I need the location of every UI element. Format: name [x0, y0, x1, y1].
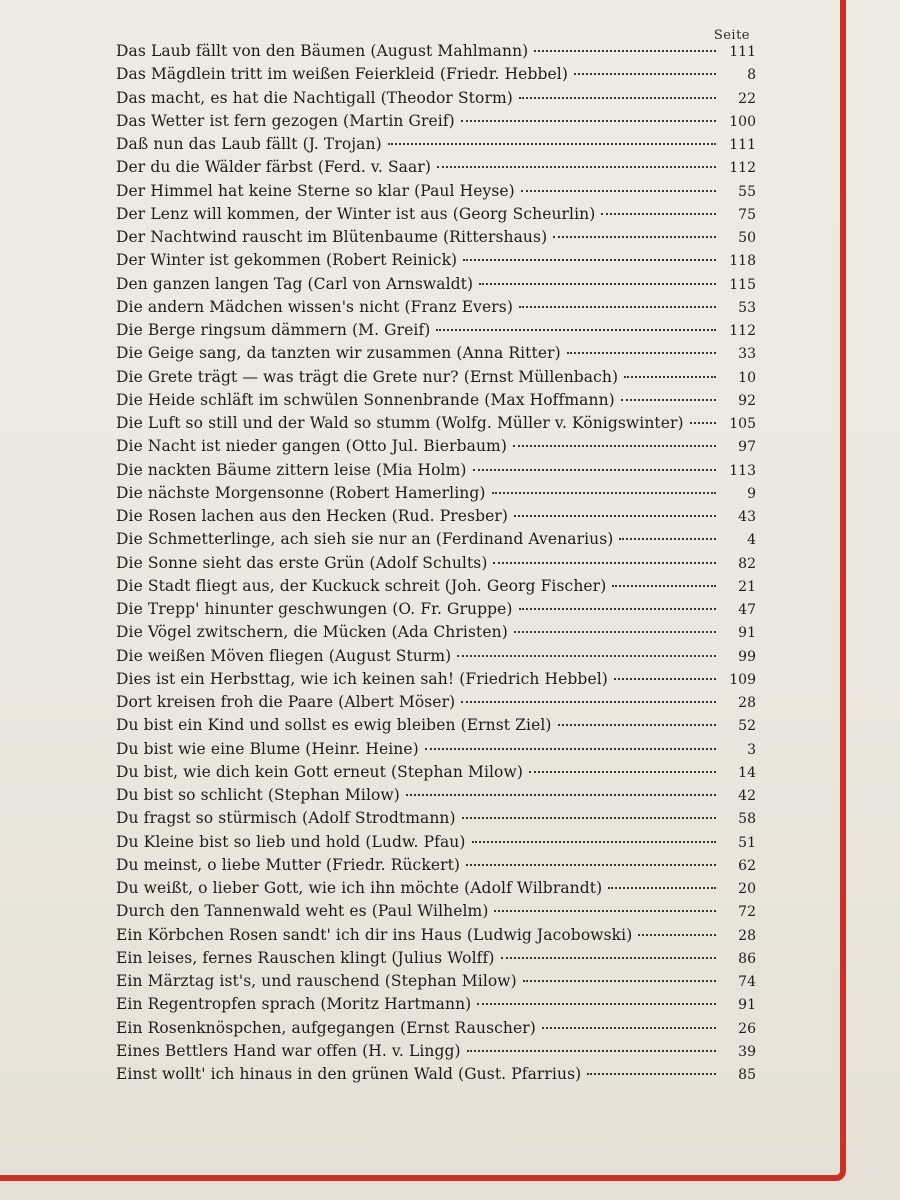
toc-entry	[116, 1063, 756, 1086]
toc-entry-title: Dort kreisen froh die Paare (Albert Möser)	[116, 693, 456, 711]
toc-entry	[116, 691, 756, 714]
dot-leader	[473, 469, 716, 471]
dot-leader	[492, 492, 716, 494]
dot-leader	[514, 515, 716, 517]
toc-entry-page-number: 105	[729, 416, 756, 432]
toc-entry	[116, 993, 756, 1016]
toc-entry-title: Du bist ein Kind und sollst es ewig bleiben (Ernst Ziel)	[116, 716, 552, 735]
toc-entry-page-number: 74	[738, 974, 756, 990]
toc-entry-title: Die Stadt fliegt aus, der Kuckuck schreit (Joh. Georg Fischer)	[116, 576, 607, 595]
toc-entry-title: Durch den Tannenwald weht es (Paul Wilhelm)	[116, 902, 489, 921]
toc-entry-title: Der Nachtwind rauscht im Blütenbaume (Rittershaus)	[116, 228, 548, 246]
toc-entry-page-number: 75	[738, 206, 756, 223]
toc-entry-page-number: 28	[738, 927, 756, 944]
toc-entry	[116, 668, 756, 691]
toc-entry-title: Der du die Wälder färbst (Ferd. v. Saar)	[116, 158, 432, 177]
toc-entry-title: Die nackten Bäume zittern leise (Mia Holm)	[116, 460, 467, 479]
toc-entry-page-number: 20	[738, 881, 756, 897]
table-of-contents	[116, 40, 756, 1086]
toc-entry-page-number: 21	[738, 578, 756, 595]
toc-entry-page-number: 118	[729, 253, 756, 270]
dot-leader	[388, 143, 716, 145]
toc-entry	[116, 552, 756, 575]
toc-entry-title: Das Laub fällt von den Bäumen (August Mahlmann)	[116, 42, 529, 60]
toc-entry-title: Der Lenz will kommen, der Winter ist aus (Georg Scheurlin)	[116, 204, 596, 223]
toc-entry-page-number: 92	[738, 392, 756, 409]
toc-entry-title: Du weißt, o lieber Gott, wie ich ihn möchte (Adolf Wilbrandt)	[116, 879, 603, 897]
dot-leader	[519, 97, 716, 99]
toc-entry	[116, 761, 756, 784]
dot-leader	[494, 910, 716, 912]
toc-entry	[116, 226, 756, 249]
toc-entry-title: Du Kleine bist so lieb und hold (Ludw. Pfau)	[116, 832, 466, 851]
toc-entry-page-number: 8	[747, 67, 756, 84]
toc-entry-title: Dies ist ein Herbsttag, wie ich keinen sah! (Friedrich Hebbel)	[116, 669, 608, 688]
toc-entry-page-number: 86	[738, 950, 756, 967]
toc-entry-title: Das macht, es hat die Nachtigall (Theodor Storm)	[116, 88, 513, 107]
toc-entry-title: Ein Märztag ist's, und rauschend (Stephan Milow)	[116, 972, 517, 990]
dot-leader	[519, 306, 716, 308]
toc-entry-title: Den ganzen langen Tag (Carl von Arnswaldt)	[116, 274, 474, 293]
toc-entry	[116, 621, 756, 644]
toc-entry-page-number: 42	[738, 788, 756, 804]
toc-entry-title: Die Nacht ist nieder gangen (Otto Jul. Bierbaum)	[116, 437, 507, 456]
toc-entry-page-number: 58	[738, 811, 756, 828]
dot-leader	[624, 376, 716, 378]
dot-leader	[467, 1050, 716, 1052]
dot-leader	[521, 190, 716, 192]
dot-leader	[466, 864, 716, 866]
toc-entry-title: Die Heide schläft im schwülen Sonnenbrande (Max Hoffmann)	[116, 390, 615, 409]
dot-leader	[463, 259, 716, 261]
toc-entry	[116, 87, 756, 110]
dot-leader	[619, 538, 716, 540]
dot-leader	[608, 887, 716, 889]
toc-entry-title: Die nächste Morgensonne (Robert Hamerling)	[116, 483, 486, 502]
dot-leader	[514, 631, 716, 633]
dot-leader	[690, 422, 716, 424]
toc-entry-title: Du meinst, o liebe Mutter (Friedr. Rückert)	[116, 855, 461, 874]
toc-entry-page-number: 28	[738, 695, 756, 711]
toc-entry	[116, 459, 756, 482]
toc-entry-page-number: 111	[729, 137, 756, 153]
toc-entry-title: Die Schmetterlinge, ach sieh sie nur an (Ferdinand Avenarius)	[116, 530, 614, 549]
toc-entry-title: Ein Körbchen Rosen sandt' ich dir ins Haus (Ludwig Jacobowski)	[116, 925, 633, 944]
toc-entry	[116, 180, 756, 203]
toc-entry-title: Ein Regentropfen sprach (Moritz Hartmann)	[116, 995, 472, 1014]
dot-leader	[601, 213, 716, 215]
toc-entry-title: Eines Bettlers Hand war offen (H. v. Lingg)	[116, 1041, 461, 1060]
toc-entry-title: Die andern Mädchen wissen's nicht (Franz Evers)	[116, 297, 513, 316]
toc-entry-page-number: 82	[738, 555, 756, 572]
toc-entry	[116, 924, 756, 947]
toc-entry	[116, 807, 756, 830]
toc-entry-page-number: 111	[729, 44, 756, 60]
page-column-header: Seite	[713, 28, 750, 43]
dot-leader	[472, 841, 716, 843]
toc-entry-page-number: 62	[738, 857, 756, 874]
toc-entry	[116, 947, 756, 970]
dot-leader	[479, 283, 716, 285]
dot-leader	[542, 1027, 716, 1029]
toc-entry	[116, 714, 756, 737]
toc-entry-page-number: 52	[738, 718, 756, 735]
toc-entry	[116, 273, 756, 296]
toc-entry-title: Ein leises, fernes Rauschen klingt (Julius Wolff)	[116, 948, 495, 967]
toc-entry	[116, 249, 756, 272]
toc-entry	[116, 435, 756, 458]
dot-leader	[638, 934, 716, 936]
dot-leader	[558, 724, 716, 726]
toc-entry-page-number: 53	[738, 299, 756, 316]
toc-entry	[116, 854, 756, 877]
toc-entry	[116, 63, 756, 86]
toc-entry-page-number: 47	[738, 602, 756, 618]
toc-entry-title: Ein Rosenknöspchen, aufgegangen (Ernst Rauscher)	[116, 1018, 536, 1037]
toc-entry-page-number: 115	[729, 276, 756, 293]
dot-leader	[612, 585, 716, 587]
toc-entry-title: Die Vögel zwitschern, die Mücken (Ada Christen)	[116, 623, 508, 642]
toc-entry	[116, 738, 756, 761]
toc-entry-title: Der Himmel hat keine Sterne so klar (Paul Heyse)	[116, 181, 515, 200]
dot-leader	[621, 399, 716, 401]
toc-entry-page-number: 9	[747, 485, 756, 502]
toc-entry	[116, 40, 756, 63]
dot-leader	[501, 957, 717, 959]
toc-entry-title: Die Trepp' hinunter geschwungen (O. Fr. Gruppe)	[116, 600, 513, 618]
toc-entry	[116, 528, 756, 551]
toc-entry	[116, 366, 756, 389]
dot-leader	[457, 655, 716, 657]
toc-entry-title: Die weißen Möven fliegen (August Sturm)	[116, 646, 452, 665]
toc-entry-title: Du bist, wie dich kein Gott erneut (Stephan Milow)	[116, 762, 524, 781]
toc-entry	[116, 575, 756, 598]
toc-entry-page-number: 91	[738, 625, 756, 642]
toc-entry	[116, 156, 756, 179]
toc-entry-page-number: 91	[738, 997, 756, 1014]
dot-leader	[461, 701, 716, 703]
toc-entry-page-number: 55	[738, 183, 756, 200]
toc-entry	[116, 598, 756, 621]
toc-entry-page-number: 99	[738, 648, 756, 665]
toc-entry	[116, 1040, 756, 1063]
toc-entry	[116, 389, 756, 412]
toc-entry	[116, 133, 756, 156]
toc-entry-page-number: 26	[738, 1020, 756, 1037]
toc-entry-page-number: 72	[738, 904, 756, 921]
dot-leader	[587, 1073, 716, 1075]
toc-entry-page-number: 4	[747, 532, 756, 549]
toc-entry-page-number: 97	[738, 439, 756, 456]
toc-entry	[116, 900, 756, 923]
toc-entry-title: Die Geige sang, da tanzten wir zusammen (Anna Ritter)	[116, 344, 561, 363]
toc-entry-title: Die Rosen lachen aus den Hecken (Rud. Presber)	[116, 507, 509, 525]
dot-leader	[614, 678, 716, 680]
toc-entry-page-number: 113	[729, 462, 756, 479]
dot-leader	[462, 817, 716, 819]
toc-entry	[116, 482, 756, 505]
toc-entry	[116, 645, 756, 668]
toc-entry	[116, 970, 756, 993]
dot-leader	[493, 562, 716, 564]
dot-leader	[529, 771, 716, 773]
dot-leader	[437, 166, 716, 168]
dot-leader	[406, 794, 716, 796]
toc-entry-title: Einst wollt' ich hinaus in den grünen Wald (Gust. Pfarrius)	[116, 1065, 582, 1083]
toc-entry-page-number: 10	[738, 369, 756, 386]
toc-entry-title: Der Winter ist gekommen (Robert Reinick)	[116, 251, 458, 270]
toc-entry	[116, 831, 756, 854]
toc-entry-page-number: 22	[738, 90, 756, 107]
dot-leader	[567, 352, 716, 354]
toc-entry-page-number: 51	[738, 834, 756, 851]
toc-entry-title: Das Mägdlein tritt im weißen Feierkleid (Friedr. Hebbel)	[116, 65, 568, 84]
toc-entry-title: Die Grete trägt — was trägt die Grete nur? (Ernst Müllenbach)	[116, 367, 619, 386]
toc-entry-page-number: 39	[738, 1043, 756, 1060]
toc-entry	[116, 342, 756, 365]
dot-leader	[461, 120, 716, 122]
toc-entry	[116, 296, 756, 319]
toc-entry-title: Du bist so schlicht (Stephan Milow)	[116, 786, 400, 804]
toc-entry-title: Die Berge ringsum dämmern (M. Greif)	[116, 321, 431, 339]
toc-entry	[116, 505, 756, 528]
dot-leader	[574, 73, 716, 75]
dot-leader	[436, 329, 716, 331]
toc-entry-page-number: 100	[729, 113, 756, 130]
toc-entry-page-number: 43	[738, 509, 756, 525]
toc-entry	[116, 110, 756, 133]
dot-leader	[523, 980, 716, 982]
toc-entry-page-number: 50	[738, 230, 756, 246]
toc-entry-page-number: 3	[747, 741, 756, 758]
toc-entry	[116, 877, 756, 900]
toc-entry-title: Du fragst so stürmisch (Adolf Strodtmann)	[116, 809, 456, 828]
toc-entry	[116, 319, 756, 342]
toc-entry	[116, 784, 756, 807]
toc-entry-page-number: 112	[729, 160, 756, 177]
dot-leader	[477, 1003, 716, 1005]
toc-entry-page-number: 109	[729, 671, 756, 688]
dot-leader	[534, 50, 716, 52]
toc-entry	[116, 1017, 756, 1040]
toc-entry-title: Die Luft so still und der Wald so stumm (Wolfg. Müller v. Königswinter)	[116, 414, 684, 432]
toc-entry-page-number: 85	[738, 1067, 756, 1083]
toc-entry-page-number: 14	[738, 764, 756, 781]
toc-entry-title: Du bist wie eine Blume (Heinr. Heine)	[116, 739, 419, 758]
toc-entry-title: Daß nun das Laub fällt (J. Trojan)	[116, 135, 382, 153]
dot-leader	[519, 608, 716, 610]
toc-entry-title: Das Wetter ist fern gezogen (Martin Greif)	[116, 111, 455, 130]
dot-leader	[553, 236, 716, 238]
toc-entry	[116, 203, 756, 226]
toc-entry-title: Die Sonne sieht das erste Grün (Adolf Schults)	[116, 553, 488, 572]
toc-entry-page-number: 33	[738, 346, 756, 363]
dot-leader	[425, 748, 716, 750]
toc-entry	[116, 412, 756, 435]
toc-entry-page-number: 112	[729, 323, 756, 339]
dot-leader	[513, 445, 716, 447]
